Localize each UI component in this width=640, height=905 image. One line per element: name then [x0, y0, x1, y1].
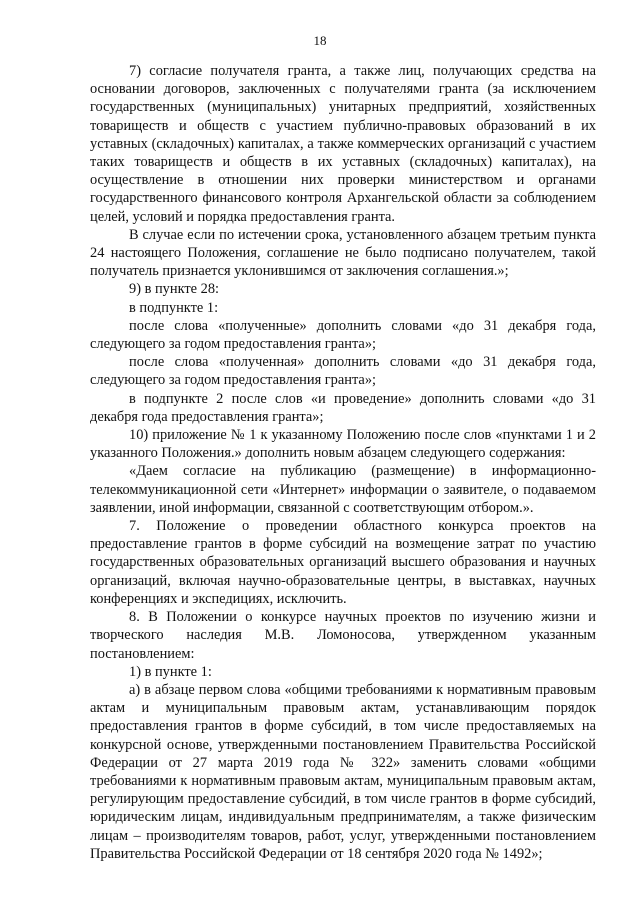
paragraph-item-9-point-28: 9) в пункте 28: — [129, 281, 220, 298]
paragraph-section-7: 7. Положение о проведении областного конкурса проектов на предоставление грантов в форме субсидий на возмещение затрат по участию государственных образовательных организаций высшего образования и научных организаций, включая научно-образовательные центры, в выставках, научных конференциях и экспедициях, исключить. — [90, 518, 596, 607]
paragraph-subitem-a: а) в абзаце первом слова «общими требованиями к нормативным правовым актам и муниципальным правовым актам, устанавливающим порядок предоставления грантов в форме субсидий, в том числе предоставляемых на конкурсной основе, утвержденными постановлением Правительства Российской Федерации от 27 марта 2019 года № 322» заменить словами «общими требованиями к нормативным правовым актам, муниципальным правовым актам, регулирующим предоставление субсидий, в том числе грантов в форме субсидий, юридическим лицам, индивидуальным предпринимателям, а также физическим лицам – производителям товаров, работ, услуг, утвержденными постановлением Правительства Российской Федерации от 18 сентября 2020 года № 1492»; — [90, 681, 596, 862]
paragraph-item-7-consent: 7) согласие получателя гранта, а также лиц, получающих средства на основании договоров, заключенных с получателями гранта (за исключением государственных (муниципальных) унитарных предприятий, хозяйственных товариществ и обществ с участием публично-правовых образований в их уставных (складочных) капиталах, а также коммерческих организаций с участием таких товариществ и обществ в их уставных (складочных) капиталах), на осуществление в отношении них проверки министерством и органами государственного финансового контроля Архангельской области за соблюдением целей, условий и порядка предоставления гранта. — [90, 63, 596, 225]
page-number: 18 — [313, 33, 327, 48]
paragraph-received-plural: после слова «полученные» дополнить словами «до 31 декабря года, следующего за годом предоставления гранта»; — [90, 317, 596, 353]
paragraph-publication-consent: «Даем согласие на публикацию (размещение) в информационно-телекоммуникационной сети «Интернет» информации о заявителе, о подаваемом заявлении, иной информации, связанной с соответствующим отбором.». — [90, 463, 596, 516]
paragraph-item-10-appendix: 10) приложение № 1 к указанному Положению после слов «пунктами 1 и 2 указанного Положения.» дополнить новым абзацем следующего содержания: — [90, 427, 596, 462]
paragraph-point-1: 1) в пункте 1: — [129, 663, 212, 680]
paragraph-received-feminine: после слова «полученная» дополнить словами «до 31 декабря года, следующего за годом предоставления гранта»; — [90, 354, 596, 389]
paragraph-unsigned-agreement: В случае если по истечении срока, установленного абзацем третьим пункта 24 настоящего Положения, соглашение не было подписано получателем, такой получатель признается уклонившимся от заключения соглашения.»; — [90, 226, 596, 280]
paragraph-subpoint-1: в подпункте 1: — [129, 299, 219, 316]
paragraph-subpoint-2: в подпункте 2 после слов «и проведение» дополнить словами «до 31 декабря года предоставления гранта»; — [90, 390, 596, 425]
document-body — [90, 62, 596, 863]
paragraph-section-8: 8. В Положении о конкурсе научных проектов по изучению жизни и творческого наследия М.В. Ломоносова, утвержденном указанным постановлением: — [90, 609, 596, 662]
